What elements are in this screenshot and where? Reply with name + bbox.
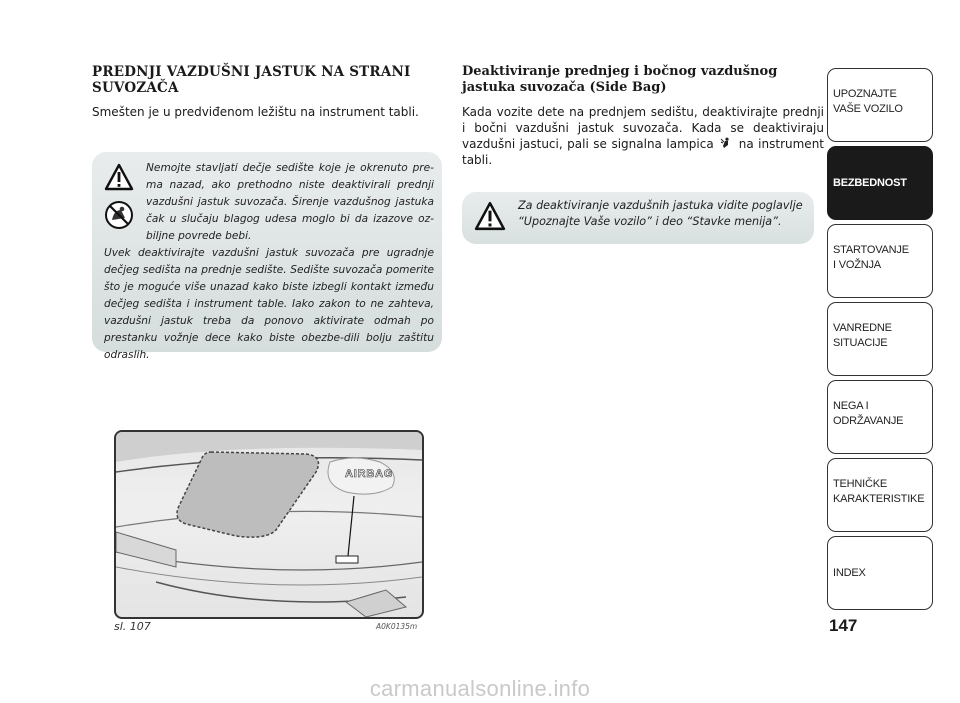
airbag-off-lamp-icon bbox=[720, 137, 732, 149]
page-number: 147 bbox=[829, 616, 858, 635]
deactivation-text: Kada vozite dete na prednjem sedištu, deaktivirajte prednji i bočni vazdušni jastuk suvozača. Kada se deaktiviraju vazdušni jastuci, pali se signalna lampica bbox=[462, 105, 824, 151]
tab-upoznajte-vase-vozilo[interactable]: UPOZNAJTE VAŠE VOZILO bbox=[827, 68, 933, 142]
deactivation-paragraph bbox=[462, 104, 824, 168]
airbag-label-callout: AIRBAG bbox=[345, 468, 394, 480]
tab-vanredne-situacije[interactable]: VANREDNE SITUACIJE bbox=[827, 302, 933, 376]
deactivation-note-text: Za deaktiviranje vazdušnih jastuka vidite poglavlje “Upoznajte Vaše vozilo” i deo “Stavke menija”. bbox=[518, 199, 803, 228]
section-heading-passenger-airbag: PREDNJI VAZDUŠNI JASTUK NA STRANI SUVOZAČA bbox=[92, 64, 411, 96]
passenger-airbag-intro: Smešten je u predviđenom ležištu na instrument tabli. bbox=[92, 105, 419, 119]
tab-index[interactable]: INDEX bbox=[827, 536, 933, 610]
warning-text-first: Nemojte stavljati dečje sedište koje je okrenuto pre-ma nazad, ako prethodno niste deaktivirali prednji vazdušni jastuk suvozača. Širenje vazdušnog jastuka čak u slučaju blagog udesa moglo bi da izazove oz-biljne povrede bebi. bbox=[146, 162, 434, 242]
dashboard-illustration bbox=[116, 432, 422, 617]
tab-nega-i-odrzavanje[interactable]: NEGA I ODRŽAVANJE bbox=[827, 380, 933, 454]
warning-triangle-icon bbox=[474, 201, 506, 231]
warning-text-rest: Uvek deaktivirajte vazdušni jastuk suvozača pre ugradnje dečjeg sedišta na prednje sedište. Sedište suvozača pomerite što je moguće više unazad kako biste izbegli kontakt između dečjeg sedišta i instrument table. Iako zakon to ne zahteva, vazdušni jastuk treba da ponovo aktivirate odmah po prestanku vožnje dece kako biste obezbe-dili bolju zaštitu odraslih. bbox=[104, 247, 434, 361]
watermark: carmanualsonline.info bbox=[369, 676, 591, 701]
figure-code: A0K0135m bbox=[376, 622, 418, 631]
section-heading-deactivation: Deaktiviranje prednjeg i bočnog vazdušnog jastuka suvozača (Side Bag) bbox=[462, 64, 778, 95]
tab-bezbednost[interactable]: BEZBEDNOST bbox=[827, 146, 933, 220]
dashboard-airbag-figure bbox=[114, 430, 424, 619]
tab-startovanje-i-voznja[interactable]: STARTOVANJE I VOŽNJA bbox=[827, 224, 933, 298]
tab-tehnicke-karakteristike[interactable]: TEHNIČKE KARAKTERISTIKE bbox=[827, 458, 933, 532]
child-seat-warning-text bbox=[104, 160, 434, 364]
figure-caption: sl. 107 bbox=[114, 620, 151, 633]
deactivation-text-end: na instrument tabli. bbox=[462, 137, 824, 167]
